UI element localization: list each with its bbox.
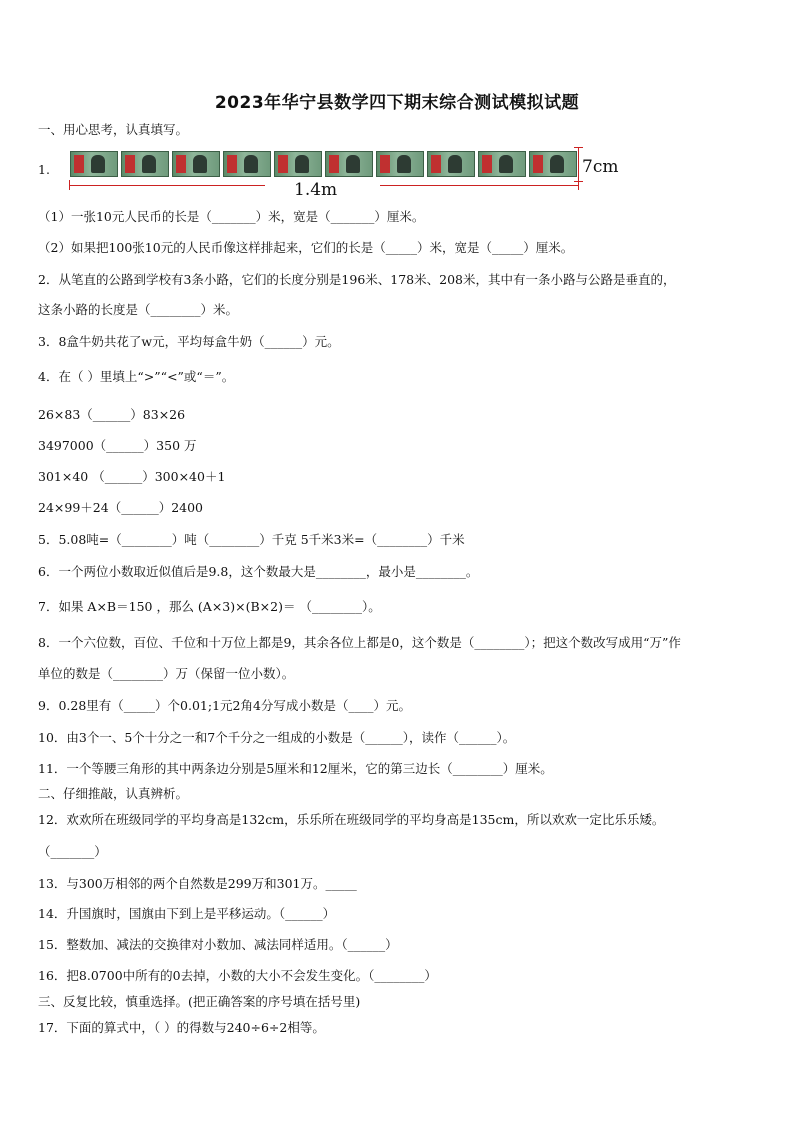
q4-item: 3497000（______）350 万 xyxy=(38,438,197,453)
width-label: 7cm xyxy=(582,157,619,177)
banknote-image xyxy=(70,151,118,177)
banknote-image xyxy=(427,151,475,177)
q9: 9．0.28里有（_____）个0.01;1元2角4分写成小数是（____）元。 xyxy=(38,698,411,713)
q16: 16．把8.0700中所有的0去掉，小数的大小不会发生变化。（________） xyxy=(38,968,437,983)
length-label: 1.4m xyxy=(294,180,338,200)
q2-line2: 这条小路的长度是（________）米。 xyxy=(38,302,239,317)
section-1-heading: 一、用心思考，认真填写。 xyxy=(38,122,189,137)
q4-item: 26×83（______）83×26 xyxy=(38,407,186,422)
q11: 11．一个等腰三角形的其中两条边分别是5厘米和12厘米，它的第三边长（________）厘米。 xyxy=(38,761,553,776)
banknote-image xyxy=(529,151,577,177)
q3: 3．8盒牛奶共花了w元，平均每盒牛奶（______）元。 xyxy=(38,334,340,349)
length-dimension-right-tick xyxy=(578,180,579,190)
banknote-image xyxy=(274,151,322,177)
section-3-heading: 三、反复比较，慎重选择。(把正确答案的序号填在括号里) xyxy=(38,994,361,1009)
banknote-image xyxy=(223,151,271,177)
q10: 10．由3个一、5个十分之一和7个千分之一组成的小数是（______），读作（______）。 xyxy=(38,730,516,745)
banknote-figure xyxy=(68,147,578,181)
q17: 17．下面的算式中，（ ）的得数与240÷6÷2相等。 xyxy=(38,1020,325,1035)
q7: 7．如果 A×B＝150 ，那么 (A×3)×(B×2)＝ （________）。 xyxy=(38,599,381,614)
q12-line2: （_______） xyxy=(38,844,107,859)
banknote-image xyxy=(325,151,373,177)
length-dimension-line-left xyxy=(69,185,265,186)
banknote-image xyxy=(121,151,169,177)
length-dimension-line-right xyxy=(380,185,578,186)
q8-line1: 8．一个六位数，百位、千位和十万位上都是9，其余各位上都是0，这个数是（________）；把这个数改写成用“万”作 xyxy=(38,635,681,650)
q1-sub1: （1）一张10元人民币的长是（_______）米，宽是（_______）厘米。 xyxy=(38,209,425,224)
q4-stem: 4．在（ ）里填上“>”“<”或“＝”。 xyxy=(38,369,235,384)
q12-line1: 12．欢欢所在班级同学的平均身高是132cm，乐乐所在班级同学的平均身高是135cm，所以欢欢一定比乐乐矮。 xyxy=(38,812,665,827)
q14: 14．升国旗时，国旗由下到上是平移运动。（______） xyxy=(38,906,336,921)
banknote-image xyxy=(172,151,220,177)
section-2-heading: 二、仔细推敲，认真辨析。 xyxy=(38,786,189,801)
width-dimension-top-tick xyxy=(574,147,583,148)
width-dimension-line xyxy=(578,147,579,181)
q15: 15．整数加、减法的交换律对小数加、减法同样适用。（______） xyxy=(38,937,398,952)
q4-item: 301×40 （______）300×40＋1 xyxy=(38,469,226,484)
q2-line1: 2．从笔直的公路到学校有3条小路，它们的长度分别是196米、178米、208米，其中有一条小路与公路是垂直的， xyxy=(38,272,676,287)
q1-sub2: （2）如果把100张10元的人民币像这样排起来，它们的长是（_____）米，宽是（_____）厘米。 xyxy=(38,240,574,255)
q13: 13．与300万相邻的两个自然数是299万和301万。_____ xyxy=(38,876,357,891)
q6: 6．一个两位小数取近似值后是9.8，这个数最大是________，最小是________。 xyxy=(38,564,479,579)
q1-number: 1. xyxy=(38,162,50,177)
page-title: 2023年华宁县数学四下期末综合测试模拟试题 xyxy=(214,93,580,113)
q5: 5．5.08吨=（________）吨（________）千克 5千米3米=（________）千米 xyxy=(38,532,465,547)
banknote-image xyxy=(478,151,526,177)
q4-item: 24×99＋24（______）2400 xyxy=(38,500,204,515)
q8-line2: 单位的数是（________）万（保留一位小数）。 xyxy=(38,666,295,681)
banknote-image xyxy=(376,151,424,177)
